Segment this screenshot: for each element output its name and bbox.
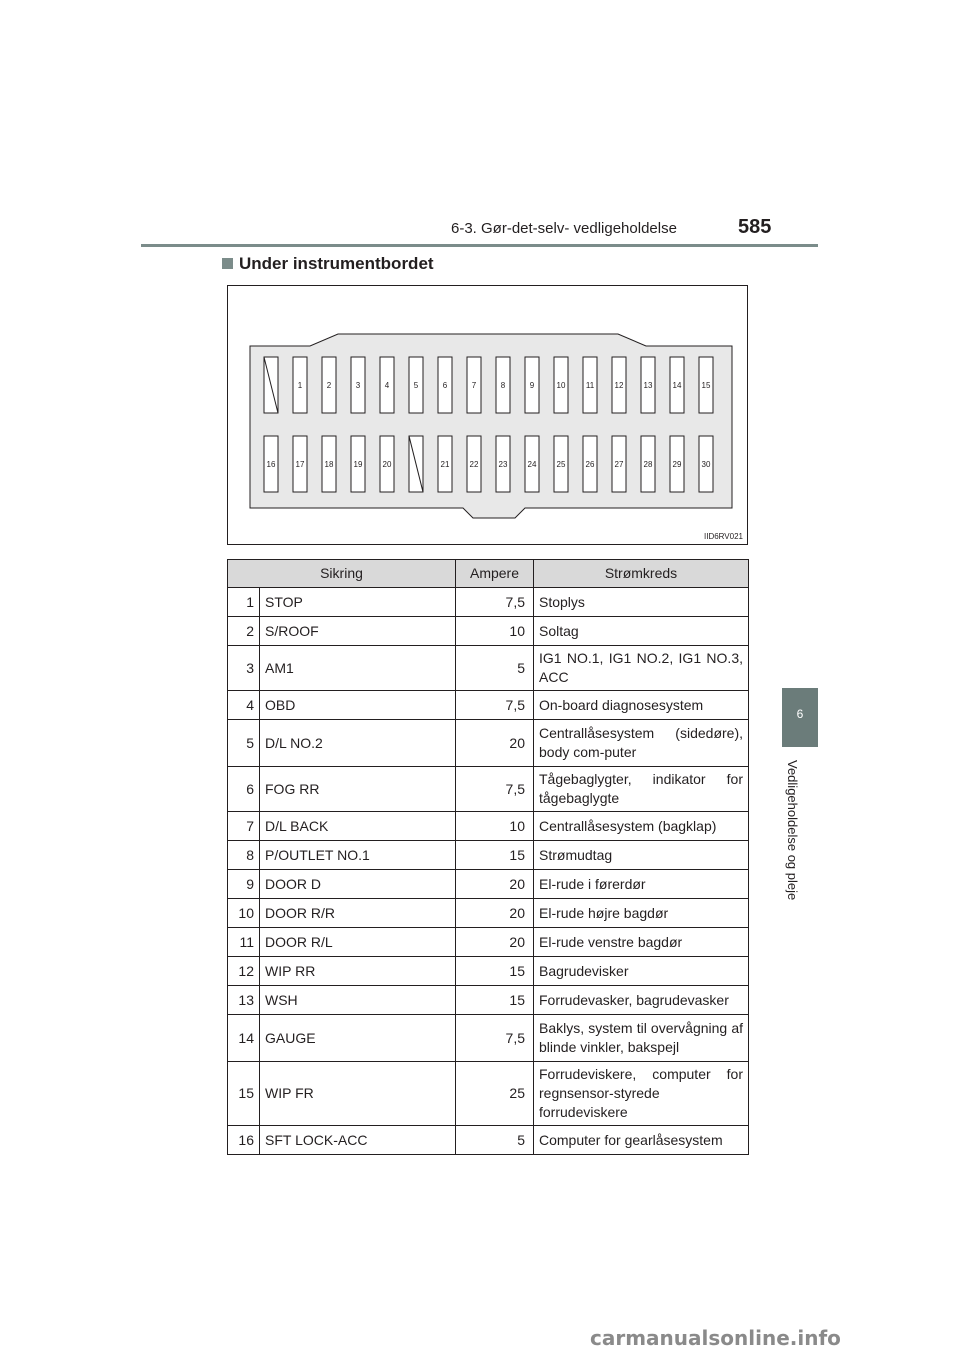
- cell-amp: 5: [456, 646, 534, 691]
- cell-name: FOG RR: [260, 767, 456, 812]
- table-row: [228, 899, 749, 928]
- fuse-number: 7: [471, 381, 477, 390]
- fuse-number: 15: [701, 381, 711, 390]
- section-title: [222, 254, 434, 274]
- cell-name: AM1: [260, 646, 456, 691]
- table-row: [228, 957, 749, 986]
- cell-num: 13: [228, 986, 260, 1015]
- cell-name: WSH: [260, 986, 456, 1015]
- cell-amp: 10: [456, 617, 534, 646]
- fuse-box-diagram: [227, 285, 748, 545]
- cell-name: SFT LOCK-ACC: [260, 1126, 456, 1155]
- fuse-box-svg: [228, 286, 747, 544]
- cell-name: WIP FR: [260, 1062, 456, 1126]
- cell-num: 16: [228, 1126, 260, 1155]
- page-number: 585: [738, 216, 772, 238]
- cell-num: 12: [228, 957, 260, 986]
- fuse-number: 29: [672, 460, 682, 469]
- fuse-number: 3: [355, 381, 361, 390]
- chapter-title: Vedligeholdelse og pleje: [785, 760, 800, 901]
- fuse-number: 20: [382, 460, 392, 469]
- cell-name: D/L NO.2: [260, 720, 456, 767]
- cell-num: 4: [228, 691, 260, 720]
- table-row: [228, 812, 749, 841]
- cell-amp: 7,5: [456, 691, 534, 720]
- square-bullet-icon: [222, 258, 233, 269]
- cell-desc: Strømudtag: [534, 841, 749, 870]
- table-row: [228, 767, 749, 812]
- section-title-text: Under instrumentbordet: [239, 254, 434, 273]
- cell-amp: 15: [456, 841, 534, 870]
- table-row: [228, 588, 749, 617]
- cell-amp: 20: [456, 928, 534, 957]
- header-ampere: Ampere: [456, 560, 534, 588]
- header-circuit: Strømkreds: [534, 560, 749, 588]
- cell-name: GAUGE: [260, 1015, 456, 1062]
- fuse-number: 13: [643, 381, 653, 390]
- cell-desc: Forrudevasker, bagrudevasker: [534, 986, 749, 1015]
- table-row: [228, 720, 749, 767]
- cell-desc: Forrudeviskere, computer for regnsensor-styrede forrudeviskere: [534, 1062, 749, 1126]
- table-row: [228, 928, 749, 957]
- cell-num: 10: [228, 899, 260, 928]
- cell-name: STOP: [260, 588, 456, 617]
- cell-name: DOOR R/R: [260, 899, 456, 928]
- fuse-number: 21: [440, 460, 450, 469]
- fuse-number: 6: [442, 381, 448, 390]
- fuse-number: 1: [297, 381, 303, 390]
- cell-num: 14: [228, 1015, 260, 1062]
- cell-num: 8: [228, 841, 260, 870]
- cell-desc: Baklys, system til overvågning af blinde vinkler, bakspejl: [534, 1015, 749, 1062]
- figure-code: IID6RV021: [704, 532, 743, 541]
- cell-name: OBD: [260, 691, 456, 720]
- fuse-number: 16: [266, 460, 276, 469]
- cell-desc: El-rude venstre bagdør: [534, 928, 749, 957]
- cell-name: DOOR D: [260, 870, 456, 899]
- cell-num: 2: [228, 617, 260, 646]
- cell-num: 6: [228, 767, 260, 812]
- fuse-number: 23: [498, 460, 508, 469]
- fuse-number: 8: [500, 381, 506, 390]
- cell-amp: 20: [456, 720, 534, 767]
- table-row: [228, 691, 749, 720]
- header-fuse: Sikring: [228, 560, 456, 588]
- cell-amp: 7,5: [456, 1015, 534, 1062]
- fuse-number: 26: [585, 460, 595, 469]
- table-row: [228, 646, 749, 691]
- cell-name: S/ROOF: [260, 617, 456, 646]
- cell-amp: 25: [456, 1062, 534, 1126]
- fuse-number: 11: [585, 381, 595, 390]
- fuse-number: 19: [353, 460, 363, 469]
- cell-name: D/L BACK: [260, 812, 456, 841]
- table-row: [228, 617, 749, 646]
- fuse-number: 5: [413, 381, 419, 390]
- table-header-row: [228, 560, 749, 588]
- table-row: [228, 1062, 749, 1126]
- cell-desc: Centrallåsesystem (bagklap): [534, 812, 749, 841]
- fuse-number: 10: [556, 381, 566, 390]
- fuse-number: 18: [324, 460, 334, 469]
- table-row: [228, 870, 749, 899]
- table-row: [228, 1015, 749, 1062]
- fuse-number: 14: [672, 381, 682, 390]
- cell-num: 15: [228, 1062, 260, 1126]
- fuse-number: 24: [527, 460, 537, 469]
- cell-name: DOOR R/L: [260, 928, 456, 957]
- cell-num: 3: [228, 646, 260, 691]
- cell-name: WIP RR: [260, 957, 456, 986]
- watermark: carmanualsonline.info: [590, 1326, 841, 1350]
- cell-desc: Centrallåsesystem (sidedøre), body com-puter: [534, 720, 749, 767]
- fuse-number: 22: [469, 460, 479, 469]
- table-row: [228, 841, 749, 870]
- cell-amp: 7,5: [456, 767, 534, 812]
- fuse-table: [227, 559, 749, 1155]
- chapter-tab: 6: [782, 688, 818, 747]
- fuse-number: 27: [614, 460, 624, 469]
- cell-desc: IG1 NO.1, IG1 NO.2, IG1 NO.3, ACC: [534, 646, 749, 691]
- cell-num: 7: [228, 812, 260, 841]
- table-row: [228, 986, 749, 1015]
- cell-num: 5: [228, 720, 260, 767]
- fuse-number: 12: [614, 381, 624, 390]
- header-divider: [141, 244, 818, 247]
- cell-desc: Stoplys: [534, 588, 749, 617]
- cell-num: 1: [228, 588, 260, 617]
- cell-num: 9: [228, 870, 260, 899]
- cell-amp: 20: [456, 870, 534, 899]
- cell-amp: 20: [456, 899, 534, 928]
- header-section-title: 6-3. Gør-det-selv- vedligeholdelse: [451, 220, 677, 237]
- table-row: [228, 1126, 749, 1155]
- fuse-number: 17: [295, 460, 305, 469]
- cell-amp: 15: [456, 957, 534, 986]
- cell-desc: El-rude højre bagdør: [534, 899, 749, 928]
- cell-desc: Computer for gearlåsesystem: [534, 1126, 749, 1155]
- cell-amp: 15: [456, 986, 534, 1015]
- cell-num: 11: [228, 928, 260, 957]
- fuse-number: 28: [643, 460, 653, 469]
- cell-desc: Tågebaglygter, indikator for tågebaglygte: [534, 767, 749, 812]
- fuse-number: 2: [326, 381, 332, 390]
- cell-desc: Soltag: [534, 617, 749, 646]
- cell-desc: On-board diagnosesystem: [534, 691, 749, 720]
- fuse-number: 4: [384, 381, 390, 390]
- cell-desc: El-rude i førerdør: [534, 870, 749, 899]
- cell-name: P/OUTLET NO.1: [260, 841, 456, 870]
- fuse-number: 25: [556, 460, 566, 469]
- fuse-number: 9: [529, 381, 535, 390]
- cell-desc: Bagrudevisker: [534, 957, 749, 986]
- cell-amp: 7,5: [456, 588, 534, 617]
- cell-amp: 10: [456, 812, 534, 841]
- fuse-number: 30: [701, 460, 711, 469]
- cell-amp: 5: [456, 1126, 534, 1155]
